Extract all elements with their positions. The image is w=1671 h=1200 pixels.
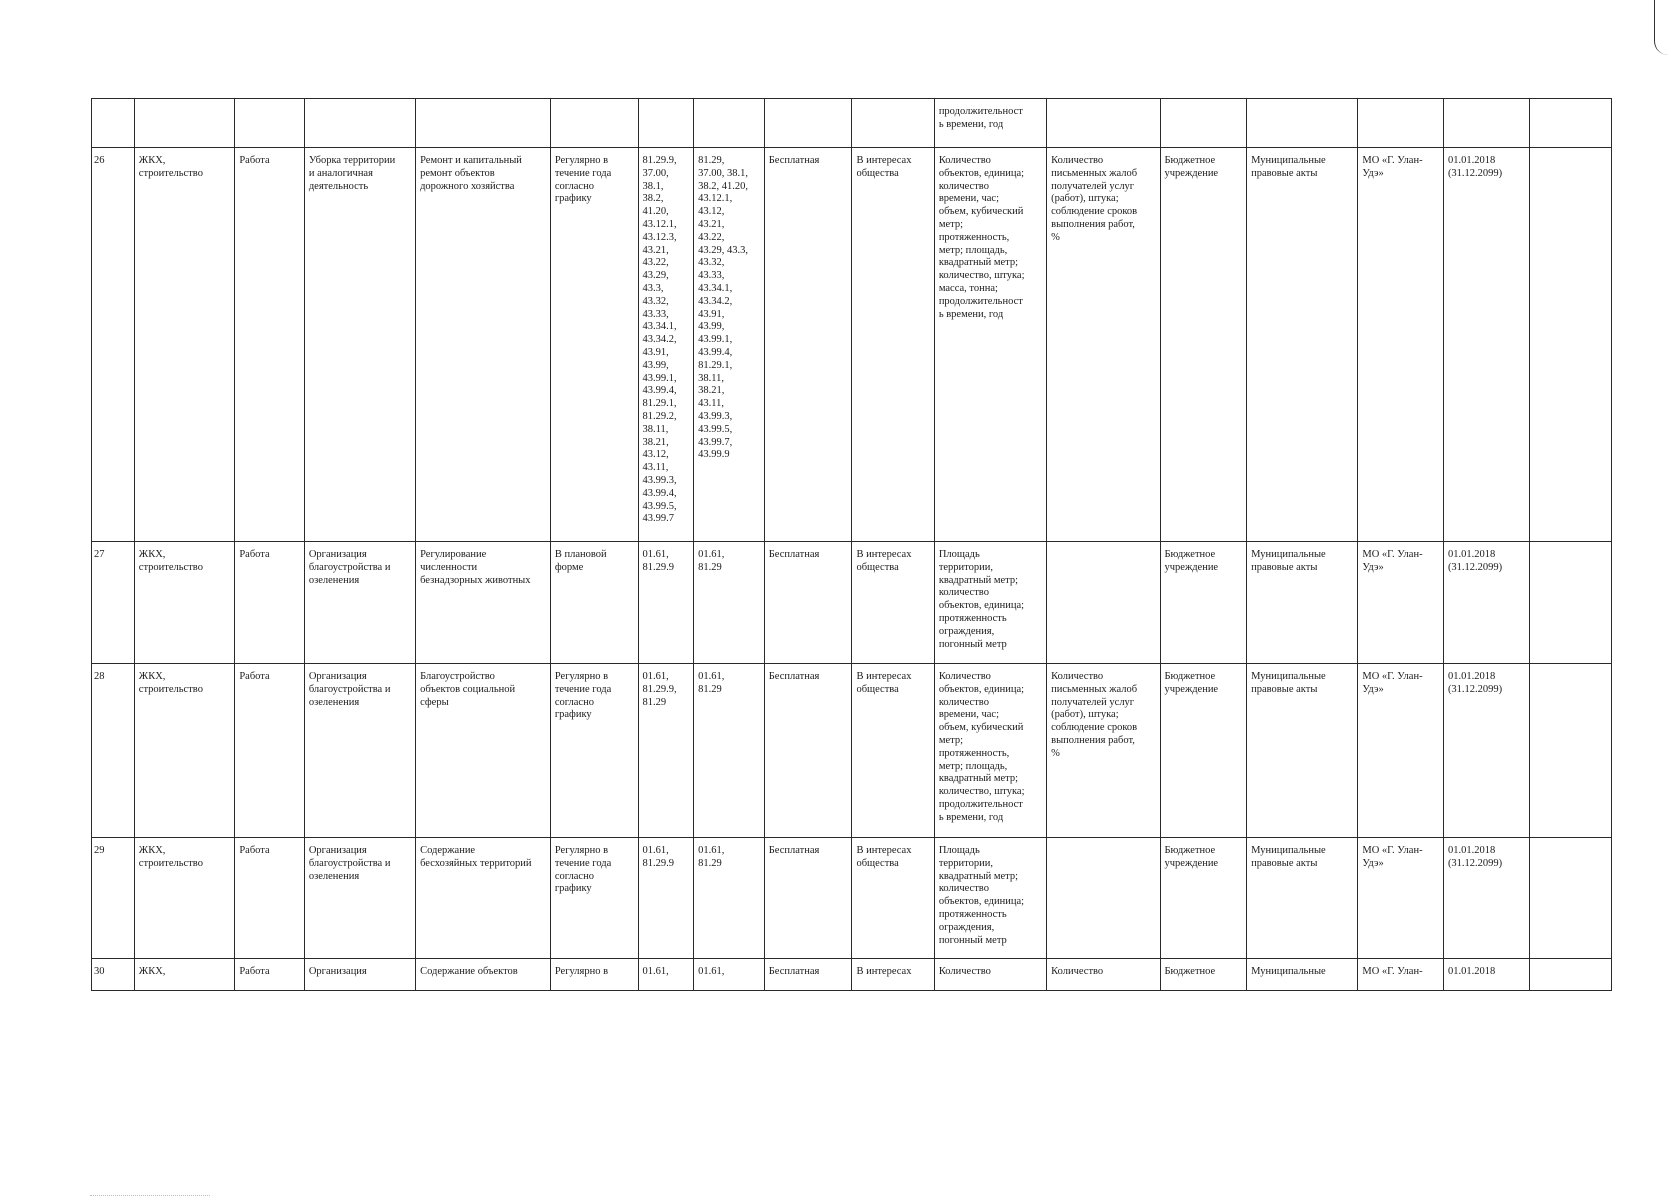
table-row (92, 838, 1612, 959)
cell-form: Регулярно в течение года согласно графику (550, 838, 638, 959)
cell-payment (764, 99, 852, 148)
cell-type: Работа (235, 959, 305, 991)
cell-quality (1047, 99, 1160, 148)
cell-payment: Бесплатная (764, 959, 852, 991)
cell-volume: Площадь территории, квадратный метр; количество объектов, единица; протяженность ограждения, погонный метр (934, 838, 1046, 959)
cell-consumers: В интересах общества (852, 148, 934, 542)
cell-volume: Количество объектов, единица; количество времени, час; объем, кубический метр; протяженность, метр; площадь, квадратный метр; количество, штука; масса, тонна; продолжительност ь времени, год (934, 148, 1046, 542)
cell-institution (1160, 99, 1247, 148)
cell-institution: Бюджетное (1160, 959, 1247, 991)
cell-consumers (852, 99, 934, 148)
cell-consumers: В интересах общества (852, 542, 934, 664)
cell-num: 27 (92, 542, 135, 664)
cell-dates: 01.01.2018 (31.12.2099) (1443, 148, 1529, 542)
cell-dates: 01.01.2018 (31.12.2099) (1443, 838, 1529, 959)
cell-legal: Муниципальные (1247, 959, 1358, 991)
cell-quality: Количество (1047, 959, 1160, 991)
cell-service: Благоустройство объектов социальной сферы (416, 664, 551, 838)
cell-quality: Количество письменных жалоб получателей услуг (работ), штука; соблюдение сроков выполнения работ, % (1047, 148, 1160, 542)
table-row (92, 664, 1612, 838)
cell-okved2 (694, 99, 765, 148)
cell-quality (1047, 542, 1160, 664)
cell-founder: МО «Г. Улан- (1358, 959, 1444, 991)
cell-institution: Бюджетное учреждение (1160, 664, 1247, 838)
cell-num (92, 99, 135, 148)
cell-type: Работа (235, 542, 305, 664)
cell-founder: МО «Г. Улан- Удэ» (1358, 542, 1444, 664)
cell-dates: 01.01.2018 (31.12.2099) (1443, 664, 1529, 838)
table-row (92, 542, 1612, 664)
cell-volume: продолжительност ь времени, год (934, 99, 1046, 148)
cell-founder: МО «Г. Улан- Удэ» (1358, 148, 1444, 542)
cell-sphere: ЖКХ, строительство (134, 664, 235, 838)
cell-volume: Площадь территории, квадратный метр; количество объектов, единица; протяженность ограждения, погонный метр (934, 542, 1046, 664)
cell-institution: Бюджетное учреждение (1160, 542, 1247, 664)
cell-founder: МО «Г. Улан- Удэ» (1358, 664, 1444, 838)
cell-service: Содержание объектов (416, 959, 551, 991)
cell-okved2: 01.61, 81.29 (694, 542, 765, 664)
cell-num: 29 (92, 838, 135, 959)
cell-activity: Уборка территории и аналогичная деятельность (304, 148, 415, 542)
cell-okved2: 01.61, 81.29 (694, 838, 765, 959)
cell-form (550, 99, 638, 148)
cell-volume: Количество объектов, единица; количество времени, час; объем, кубический метр; протяженность, метр; площадь, квадратный метр; количество, штука; продолжительност ь времени, год (934, 664, 1046, 838)
cell-legal: Муниципальные правовые акты (1247, 664, 1358, 838)
table-row (92, 148, 1612, 542)
cell-okved: 81.29.9, 37.00, 38.1, 38.2, 41.20, 43.12.1, 43.12.3, 43.21, 43.22, 43.29, 43.3, 43.32, 43.33, 43.34.1, 43.34.2, 43.91, 43.99, 43.99.1, 43.99.4, 81.29.1, 81.29.2, 38.11, 38.21, 43.12, 43.11, 43.99.3, 43.99.4, 43.99.5, 43.99.7 (638, 148, 694, 542)
table-row-continued (92, 99, 1612, 148)
cell-activity (304, 99, 415, 148)
cell-sphere: ЖКХ, строительство (134, 838, 235, 959)
cell-okved: 01.61, 81.29.9 (638, 838, 694, 959)
cell-sphere: ЖКХ, строительство (134, 148, 235, 542)
cell-form: Регулярно в течение года согласно графику (550, 148, 638, 542)
cell-extra (1529, 959, 1612, 991)
cell-form: В плановой форме (550, 542, 638, 664)
cell-okved: 01.61, (638, 959, 694, 991)
cell-dates (1443, 99, 1529, 148)
cell-okved2: 01.61, (694, 959, 765, 991)
cell-quality (1047, 838, 1160, 959)
services-table (91, 98, 1612, 991)
cell-institution: Бюджетное учреждение (1160, 838, 1247, 959)
cell-activity: Организация благоустройства и озеленения (304, 542, 415, 664)
cell-founder: МО «Г. Улан- Удэ» (1358, 838, 1444, 959)
cell-payment: Бесплатная (764, 542, 852, 664)
cell-founder (1358, 99, 1444, 148)
cell-okved: 01.61, 81.29.9, 81.29 (638, 664, 694, 838)
page-corner-mark (1654, 0, 1671, 55)
cell-form: Регулярно в течение года согласно графику (550, 664, 638, 838)
cell-extra (1529, 838, 1612, 959)
cell-activity: Организация благоустройства и озеленения (304, 664, 415, 838)
cell-type (235, 99, 305, 148)
cell-legal (1247, 99, 1358, 148)
cell-payment: Бесплатная (764, 664, 852, 838)
cell-service (416, 99, 551, 148)
cell-okved2: 01.61, 81.29 (694, 664, 765, 838)
cell-extra (1529, 148, 1612, 542)
cell-institution: Бюджетное учреждение (1160, 148, 1247, 542)
scan-artifact-line (90, 1195, 210, 1196)
cell-consumers: В интересах общества (852, 664, 934, 838)
cell-legal: Муниципальные правовые акты (1247, 542, 1358, 664)
cell-sphere: ЖКХ, строительство (134, 542, 235, 664)
cell-activity: Организация благоустройства и озеленения (304, 838, 415, 959)
cell-legal: Муниципальные правовые акты (1247, 148, 1358, 542)
cell-type: Работа (235, 664, 305, 838)
cell-service: Содержание бесхозяйных территорий (416, 838, 551, 959)
cell-service: Ремонт и капитальный ремонт объектов дорожного хозяйства (416, 148, 551, 542)
cell-payment: Бесплатная (764, 838, 852, 959)
cell-volume: Количество (934, 959, 1046, 991)
cell-extra (1529, 542, 1612, 664)
cell-type: Работа (235, 148, 305, 542)
cell-okved (638, 99, 694, 148)
cell-sphere (134, 99, 235, 148)
cell-service: Регулирование численности безнадзорных животных (416, 542, 551, 664)
cell-consumers: В интересах (852, 959, 934, 991)
cell-num: 26 (92, 148, 135, 542)
cell-consumers: В интересах общества (852, 838, 934, 959)
cell-dates: 01.01.2018 (1443, 959, 1529, 991)
cell-num: 28 (92, 664, 135, 838)
cell-legal: Муниципальные правовые акты (1247, 838, 1358, 959)
cell-okved2: 81.29, 37.00, 38.1, 38.2, 41.20, 43.12.1, 43.12, 43.21, 43.22, 43.29, 43.3, 43.32, 43.33, 43.34.1, 43.34.2, 43.91, 43.99, 43.99.1, 43.99.4, 81.29.1, 38.11, 38.21, 43.11, 43.99.3, 43.99.5, 43.99.7, 43.99.9 (694, 148, 765, 542)
cell-num: 30 (92, 959, 135, 991)
cell-activity: Организация (304, 959, 415, 991)
cell-extra (1529, 664, 1612, 838)
cell-sphere: ЖКХ, (134, 959, 235, 991)
cell-payment: Бесплатная (764, 148, 852, 542)
cell-form: Регулярно в (550, 959, 638, 991)
table-row (92, 959, 1612, 991)
cell-dates: 01.01.2018 (31.12.2099) (1443, 542, 1529, 664)
cell-extra (1529, 99, 1612, 148)
cell-quality: Количество письменных жалоб получателей услуг (работ), штука; соблюдение сроков выполнения работ, % (1047, 664, 1160, 838)
cell-type: Работа (235, 838, 305, 959)
cell-okved: 01.61, 81.29.9 (638, 542, 694, 664)
